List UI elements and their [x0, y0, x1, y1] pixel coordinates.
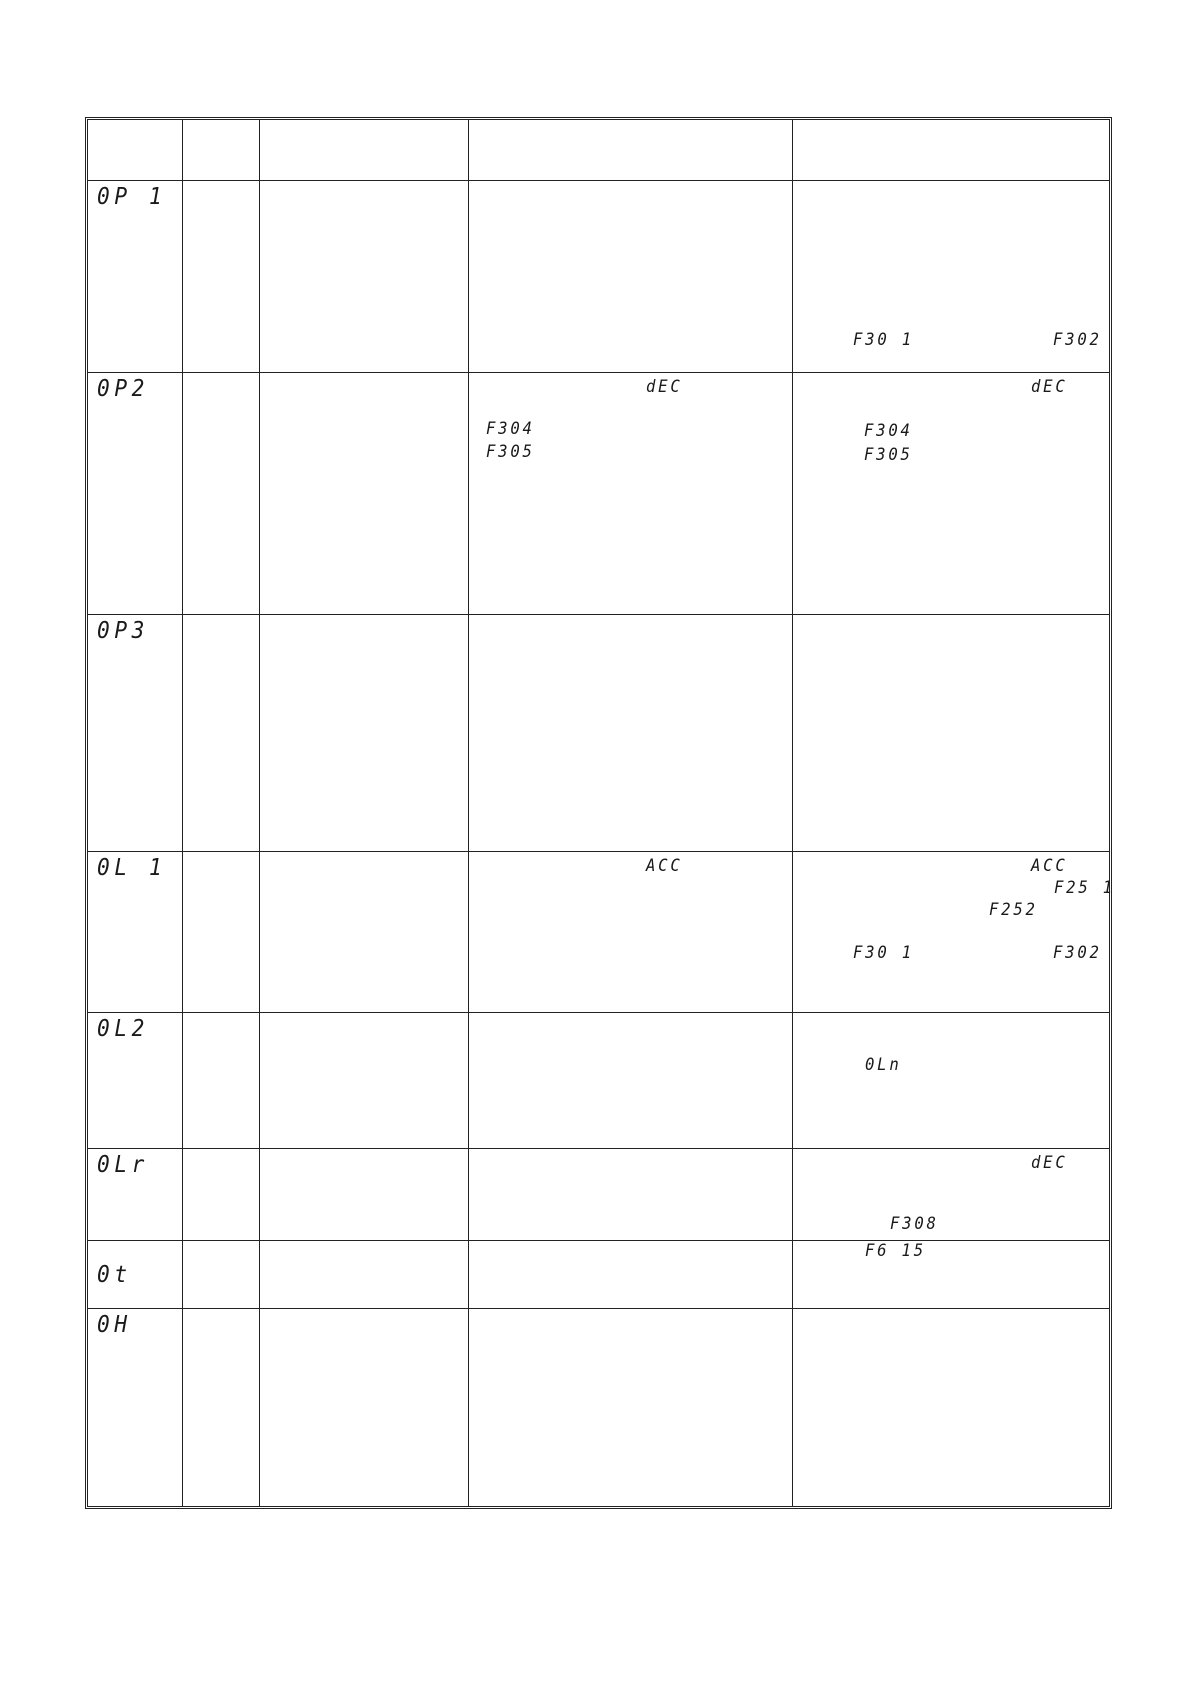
fault-code-label: 0t [97, 1262, 132, 1288]
parameter-label: F252 [989, 900, 1038, 920]
parameter-label: F6 15 [865, 1241, 926, 1261]
fault-code-label: 0L2 [97, 1016, 150, 1042]
parameter-label: ACC [1031, 856, 1068, 876]
parameter-label: F25 1 [1054, 878, 1115, 898]
row-divider [88, 372, 1109, 373]
header-divider [88, 180, 1109, 181]
fault-code-label: 0Lr [97, 1152, 150, 1178]
parameter-label: F302 [1053, 943, 1102, 963]
row-divider [88, 1240, 1109, 1241]
fault-code-label: 0L 1 [97, 855, 167, 881]
row-divider [88, 851, 1109, 852]
column-divider [259, 120, 260, 1506]
fault-code-label: 0H [97, 1312, 132, 1338]
fault-code-label: 0P 1 [97, 184, 167, 210]
parameter-label: F305 [486, 442, 535, 462]
column-divider [792, 120, 793, 1506]
column-divider [182, 120, 183, 1506]
column-divider [468, 120, 469, 1506]
parameter-label: dEC [646, 377, 683, 397]
parameter-label: 0Ln [865, 1055, 902, 1075]
row-divider [88, 1148, 1109, 1149]
parameter-label: dEC [1031, 377, 1068, 397]
parameter-label: F308 [890, 1214, 939, 1234]
parameter-label: ACC [646, 856, 683, 876]
fault-code-label: 0P3 [97, 618, 150, 644]
parameter-label: F30 1 [853, 330, 914, 350]
parameter-label: F30 1 [853, 943, 914, 963]
parameter-label: F304 [486, 419, 535, 439]
fault-code-table [85, 117, 1115, 1509]
parameter-label: F302 [1053, 330, 1102, 350]
fault-code-label: 0P2 [97, 376, 150, 402]
parameter-label: dEC [1031, 1153, 1068, 1173]
row-divider [88, 1012, 1109, 1013]
parameter-label: F304 [864, 421, 913, 441]
row-divider [88, 614, 1109, 615]
row-divider [88, 1308, 1109, 1309]
parameter-label: F305 [864, 445, 913, 465]
